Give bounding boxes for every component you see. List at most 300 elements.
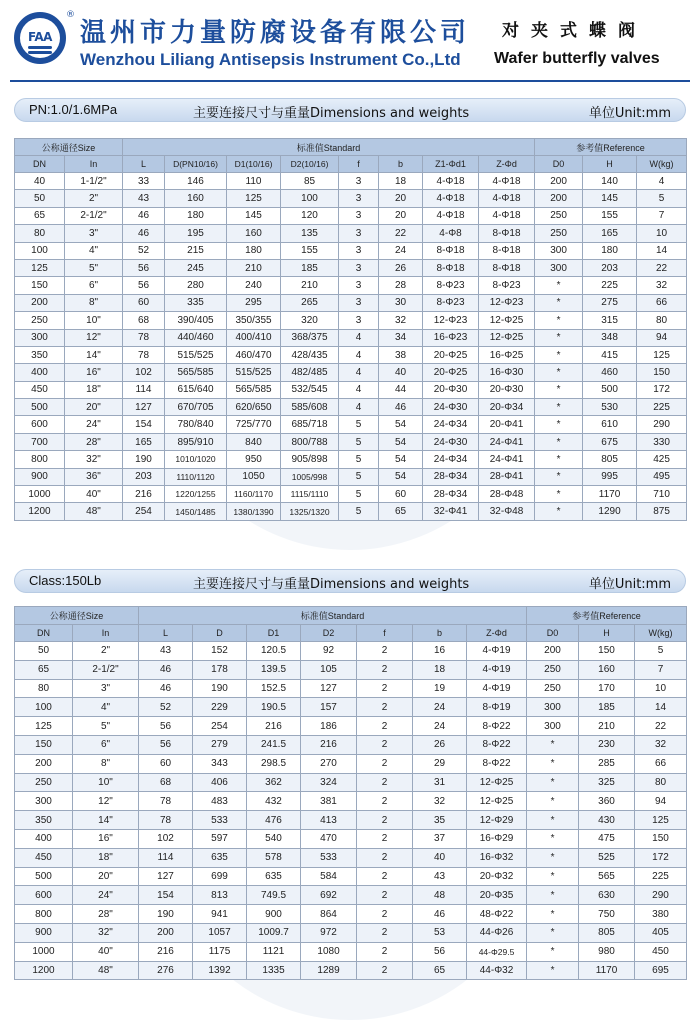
table-cell: * <box>535 346 583 363</box>
table-cell: 532/545 <box>281 381 339 398</box>
table-cell: * <box>527 923 579 942</box>
table-cell: * <box>527 848 579 867</box>
table-cell: * <box>527 942 579 961</box>
table-cell: 32-Φ41 <box>423 503 479 520</box>
table-cell: 78 <box>123 346 165 363</box>
table-cell: 8-Φ18 <box>479 242 535 259</box>
table-cell: 160 <box>579 660 635 679</box>
group-reference: 参考值Reference <box>535 139 687 156</box>
table-cell: 150 <box>15 735 73 754</box>
table-cell: 105 <box>301 660 357 679</box>
table-cell: 1170 <box>579 961 635 980</box>
table-cell: 440/460 <box>165 329 227 346</box>
table-cell: 110 <box>227 173 281 190</box>
table-cell: 450 <box>15 381 65 398</box>
table-cell: 675 <box>583 433 637 450</box>
table-cell: 20 <box>379 207 423 224</box>
table-cell: * <box>527 811 579 830</box>
table-row <box>15 364 687 381</box>
table-cell: 5 <box>339 468 379 485</box>
table-cell: 4 <box>339 346 379 363</box>
table-cell: 8" <box>73 754 139 773</box>
table-cell: 350 <box>15 811 73 830</box>
table-cell: 348 <box>583 329 637 346</box>
table-cell: 5 <box>339 416 379 433</box>
table-cell: 695 <box>635 961 687 980</box>
table-cell: 1175 <box>193 942 247 961</box>
table-cell: 54 <box>379 433 423 450</box>
table-cell: 4-Φ19 <box>467 660 527 679</box>
table-cell: 4-Φ18 <box>423 190 479 207</box>
table-cell: 1289 <box>301 961 357 980</box>
table-row <box>15 923 687 942</box>
table-cell: 5" <box>65 259 123 276</box>
table-cell: 16-Φ30 <box>479 364 535 381</box>
table-cell: 265 <box>281 294 339 311</box>
table-cell: 36" <box>65 468 123 485</box>
table-cell: 630 <box>579 886 635 905</box>
table-cell: 200 <box>15 294 65 311</box>
table-cell: 2-1/2" <box>73 660 139 679</box>
table-cell: 8-Φ23 <box>423 294 479 311</box>
table-cell: 46 <box>139 660 193 679</box>
table-cell: 120 <box>281 207 339 224</box>
table-cell: * <box>535 416 583 433</box>
section2-title: 主要连接尺寸与重量Dimensions and weights <box>193 577 470 592</box>
table-cell: * <box>535 399 583 416</box>
table-cell: 102 <box>123 364 165 381</box>
group-size: 公称通径Size <box>15 139 123 156</box>
table-cell: 295 <box>227 294 281 311</box>
column-header: In <box>73 624 139 642</box>
table-cell: 300 <box>535 259 583 276</box>
table-cell: 240 <box>227 277 281 294</box>
table-cell: 203 <box>123 468 165 485</box>
table-cell: 482/485 <box>281 364 339 381</box>
column-header: W(kg) <box>635 624 687 642</box>
table-cell: 280 <box>165 277 227 294</box>
table-row <box>15 312 687 329</box>
table-cell: 285 <box>579 754 635 773</box>
table-cell: 60 <box>379 486 423 503</box>
table-cell: * <box>527 754 579 773</box>
column-header: H <box>579 624 635 642</box>
table-cell: 1057 <box>193 923 247 942</box>
table-row <box>15 346 687 363</box>
table-cell: 32 <box>413 792 467 811</box>
table-cell: 432 <box>247 792 301 811</box>
table-cell: 330 <box>637 433 687 450</box>
table-group-header-row <box>15 607 687 625</box>
table-cell: 185 <box>281 259 339 276</box>
table-cell: 250 <box>535 207 583 224</box>
table-cell: 245 <box>165 259 227 276</box>
table-cell: 43 <box>139 642 193 661</box>
column-header: Z-Φd <box>479 156 535 173</box>
table-cell: 120.5 <box>247 642 301 661</box>
table-cell: 1450/1485 <box>165 503 227 520</box>
column-header: f <box>339 156 379 173</box>
table-cell: 1050 <box>227 468 281 485</box>
table-cell: 530 <box>583 399 637 416</box>
table-cell: 483 <box>193 792 247 811</box>
table-cell: 24-Φ34 <box>423 451 479 468</box>
table-cell: 279 <box>193 735 247 754</box>
table-cell: 725/770 <box>227 416 281 433</box>
group-standard: 标准值Standard <box>123 139 535 156</box>
table-cell: 300 <box>535 242 583 259</box>
table-cell: 4 <box>637 173 687 190</box>
table-cell: 400 <box>15 364 65 381</box>
table-cell: 8-Φ18 <box>423 242 479 259</box>
table-cell: 46 <box>413 905 467 924</box>
table-cell: 8-Φ22 <box>467 754 527 773</box>
table-cell: 1121 <box>247 942 301 961</box>
table-cell: 16-Φ29 <box>467 829 527 848</box>
table-cell: 950 <box>227 451 281 468</box>
table-cell: 525 <box>579 848 635 867</box>
table-cell: 54 <box>379 416 423 433</box>
table-cell: 1380/1390 <box>227 503 281 520</box>
table-cell: 44 <box>379 381 423 398</box>
table-cell: 8-Φ19 <box>467 698 527 717</box>
table-cell: 343 <box>193 754 247 773</box>
table-cell: 14" <box>65 346 123 363</box>
table-cell: * <box>535 294 583 311</box>
table-cell: 28" <box>73 905 139 924</box>
table-cell: 44-Φ26 <box>467 923 527 942</box>
table-cell: 160 <box>165 190 227 207</box>
table-row <box>15 679 687 698</box>
table-cell: 33 <box>123 173 165 190</box>
table-row <box>15 698 687 717</box>
table-cell: 78 <box>139 792 193 811</box>
table-cell: 50 <box>15 642 73 661</box>
table-cell: 495 <box>637 468 687 485</box>
table-cell: 1-1/2" <box>65 173 123 190</box>
table-cell: 46 <box>123 207 165 224</box>
table-cell: 500 <box>15 867 73 886</box>
table-cell: 190 <box>139 905 193 924</box>
table-cell: 2 <box>357 829 413 848</box>
table-cell: 20-Φ34 <box>479 399 535 416</box>
column-header: D1(10/16) <box>227 156 281 173</box>
table-cell: 635 <box>247 867 301 886</box>
table-cell: 190.5 <box>247 698 301 717</box>
table-cell: 335 <box>165 294 227 311</box>
table-cell: 160 <box>227 225 281 242</box>
table-cell: 699 <box>193 867 247 886</box>
table-row <box>15 848 687 867</box>
column-header: D2 <box>301 624 357 642</box>
table-cell: 28-Φ34 <box>423 468 479 485</box>
table-cell: 190 <box>123 451 165 468</box>
table-cell: 1009.7 <box>247 923 301 942</box>
table-cell: 700 <box>15 433 65 450</box>
table-cell: 275 <box>583 294 637 311</box>
table-cell: 270 <box>301 754 357 773</box>
table-cell: 18" <box>65 381 123 398</box>
table-cell: 32" <box>65 451 123 468</box>
table-cell: 325 <box>579 773 635 792</box>
table-cell: 102 <box>139 829 193 848</box>
table-cell: 500 <box>583 381 637 398</box>
table-cell: 475 <box>579 829 635 848</box>
table-cell: 3 <box>339 190 379 207</box>
table-cell: 5 <box>635 642 687 661</box>
table-cell: 100 <box>281 190 339 207</box>
table-row <box>15 381 687 398</box>
table-column-header-row <box>15 624 687 642</box>
table-cell: 24" <box>73 886 139 905</box>
table-cell: 139.5 <box>247 660 301 679</box>
table-cell: 813 <box>193 886 247 905</box>
table-cell: 6" <box>65 277 123 294</box>
table-cell: 5 <box>339 486 379 503</box>
table-cell: 16-Φ25 <box>479 346 535 363</box>
table-cell: * <box>527 792 579 811</box>
table-cell: 56 <box>139 717 193 736</box>
table-cell: 14" <box>73 811 139 830</box>
table-cell: 5 <box>339 503 379 520</box>
table-cell: 186 <box>301 717 357 736</box>
table-cell: 381 <box>301 792 357 811</box>
table-cell: 805 <box>579 923 635 942</box>
table-cell: 540 <box>247 829 301 848</box>
table-cell: 114 <box>123 381 165 398</box>
column-header: D1 <box>247 624 301 642</box>
table-cell: 250 <box>527 679 579 698</box>
column-header: b <box>413 624 467 642</box>
table-cell: 4-Φ18 <box>479 173 535 190</box>
table-cell: * <box>535 503 583 520</box>
table-cell: 28-Φ48 <box>479 486 535 503</box>
column-header: b <box>379 156 423 173</box>
table-row <box>15 416 687 433</box>
table-cell: 12-Φ29 <box>467 811 527 830</box>
table-cell: 229 <box>193 698 247 717</box>
table-cell: 154 <box>123 416 165 433</box>
table-cell: 46 <box>139 679 193 698</box>
table-cell: 800 <box>15 451 65 468</box>
table-cell: 900 <box>247 905 301 924</box>
table-cell: 995 <box>583 468 637 485</box>
table-row <box>15 259 687 276</box>
table-cell: 4-Φ18 <box>479 190 535 207</box>
table-cell: 368/375 <box>281 329 339 346</box>
table-row <box>15 660 687 679</box>
table-cell: 203 <box>583 259 637 276</box>
table-cell: 145 <box>583 190 637 207</box>
table-cell: 4 <box>339 364 379 381</box>
table-cell: 20-Φ25 <box>423 346 479 363</box>
column-header: H <box>583 156 637 173</box>
table-cell: * <box>527 773 579 792</box>
table-cell: 254 <box>193 717 247 736</box>
table-cell: 32-Φ48 <box>479 503 535 520</box>
table-cell: 250 <box>15 773 73 792</box>
table-cell: 3 <box>339 277 379 294</box>
table-row <box>15 905 687 924</box>
table-cell: 135 <box>281 225 339 242</box>
section2-title-bar <box>14 569 686 593</box>
table-cell: * <box>535 312 583 329</box>
table-cell: 362 <box>247 773 301 792</box>
table-cell: 225 <box>637 399 687 416</box>
table-row <box>15 642 687 661</box>
table-cell: 14 <box>637 242 687 259</box>
table-cell: * <box>535 433 583 450</box>
table-cell: 40" <box>65 486 123 503</box>
table-cell: 32 <box>637 277 687 294</box>
table-cell: 29 <box>413 754 467 773</box>
table-cell: 405 <box>635 923 687 942</box>
table-cell: 10 <box>637 225 687 242</box>
table-cell: * <box>527 867 579 886</box>
table-cell: 216 <box>247 717 301 736</box>
table-cell: 20-Φ35 <box>467 886 527 905</box>
table-cell: 4-Φ18 <box>479 207 535 224</box>
table-cell: 52 <box>123 242 165 259</box>
table-cell: 2 <box>357 923 413 942</box>
table-cell: 749.5 <box>247 886 301 905</box>
table-cell: 2 <box>357 942 413 961</box>
section1-title-bar <box>14 98 686 122</box>
table-cell: 5 <box>339 433 379 450</box>
table-cell: 298.5 <box>247 754 301 773</box>
table-column-header-row <box>15 156 687 173</box>
table-cell: 300 <box>527 698 579 717</box>
pn-dimensions-table <box>14 138 687 521</box>
table-cell: 276 <box>139 961 193 980</box>
table-cell: 2 <box>357 867 413 886</box>
table-cell: 600 <box>15 886 73 905</box>
table-row <box>15 792 687 811</box>
table-cell: 692 <box>301 886 357 905</box>
table-cell: 4-Φ18 <box>423 207 479 224</box>
logo-inner-circle <box>20 18 60 58</box>
table-row <box>15 225 687 242</box>
table-cell: 8-Φ23 <box>479 277 535 294</box>
table-cell: 1220/1255 <box>165 486 227 503</box>
table-cell: 415 <box>583 346 637 363</box>
table-cell: 34 <box>379 329 423 346</box>
table-cell: 94 <box>635 792 687 811</box>
table-group-header-row <box>15 139 687 156</box>
table-cell: 125 <box>15 259 65 276</box>
table-cell: 4 <box>339 399 379 416</box>
registered-mark: ® <box>66 10 75 20</box>
table-row <box>15 486 687 503</box>
table-cell: 585/608 <box>281 399 339 416</box>
table-cell: 980 <box>579 942 635 961</box>
table-row <box>15 735 687 754</box>
table-cell: 210 <box>579 717 635 736</box>
table-cell: 413 <box>301 811 357 830</box>
table-cell: 44-Φ32 <box>467 961 527 980</box>
table-cell: 10 <box>635 679 687 698</box>
table-row <box>15 277 687 294</box>
table-cell: 127 <box>139 867 193 886</box>
table-cell: 3 <box>339 312 379 329</box>
table-cell: 46 <box>123 225 165 242</box>
table-cell: 4 <box>339 329 379 346</box>
column-header: Z-Φd <box>467 624 527 642</box>
table-cell: 80 <box>635 773 687 792</box>
table-cell: 24 <box>413 698 467 717</box>
table-cell: 56 <box>123 277 165 294</box>
table-cell: 28-Φ41 <box>479 468 535 485</box>
table-cell: * <box>535 451 583 468</box>
table-cell: 2 <box>357 642 413 661</box>
table-cell: 360 <box>579 792 635 811</box>
table-cell: 146 <box>165 173 227 190</box>
table-cell: 597 <box>193 829 247 848</box>
table-cell: 225 <box>583 277 637 294</box>
table-cell: 450 <box>15 848 73 867</box>
table-cell: 68 <box>139 773 193 792</box>
table-cell: 2" <box>65 190 123 207</box>
table-cell: 178 <box>193 660 247 679</box>
table-cell: 7 <box>635 660 687 679</box>
table-cell: 48" <box>65 503 123 520</box>
table-cell: 1160/1170 <box>227 486 281 503</box>
table-cell: 941 <box>193 905 247 924</box>
table-cell: 52 <box>139 698 193 717</box>
table-cell: 78 <box>139 811 193 830</box>
logo-wave-icon <box>28 51 52 54</box>
table-cell: 170 <box>579 679 635 698</box>
table-cell: 10" <box>73 773 139 792</box>
table-cell: 12-Φ23 <box>423 312 479 329</box>
column-header: L <box>139 624 193 642</box>
table-cell: 8-Φ18 <box>479 225 535 242</box>
table-row <box>15 242 687 259</box>
table-cell: 12-Φ23 <box>479 294 535 311</box>
table-cell: 4-Φ19 <box>467 679 527 698</box>
table-cell: 24-Φ30 <box>423 399 479 416</box>
table-cell: 155 <box>281 242 339 259</box>
table-cell: 80 <box>637 312 687 329</box>
table-cell: 56 <box>139 735 193 754</box>
table-cell: 150 <box>635 829 687 848</box>
table-cell: 20-Φ30 <box>423 381 479 398</box>
table-cell: 68 <box>123 312 165 329</box>
table-cell: 533 <box>301 848 357 867</box>
table-row <box>15 329 687 346</box>
table-cell: 165 <box>583 225 637 242</box>
table-cell: 1110/1120 <box>165 468 227 485</box>
section1-title: 主要连接尺寸与重量Dimensions and weights <box>193 106 470 121</box>
table-cell: 4-Φ18 <box>423 173 479 190</box>
table-cell: 315 <box>583 312 637 329</box>
table-cell: 16" <box>65 364 123 381</box>
table-cell: 864 <box>301 905 357 924</box>
table-row <box>15 867 687 886</box>
table-cell: 44-Φ29.5 <box>467 942 527 961</box>
table-cell: 100 <box>15 698 73 717</box>
table-cell: 48-Φ22 <box>467 905 527 924</box>
product-name-cn: 对夹式蝶阀 <box>502 21 647 41</box>
table-cell: 35 <box>413 811 467 830</box>
table-row <box>15 468 687 485</box>
table-cell: 180 <box>583 242 637 259</box>
table-cell: 24 <box>379 242 423 259</box>
table-cell: 180 <box>227 242 281 259</box>
table-cell: 1200 <box>15 961 73 980</box>
table-cell: 400 <box>15 829 73 848</box>
table-cell: 210 <box>281 277 339 294</box>
